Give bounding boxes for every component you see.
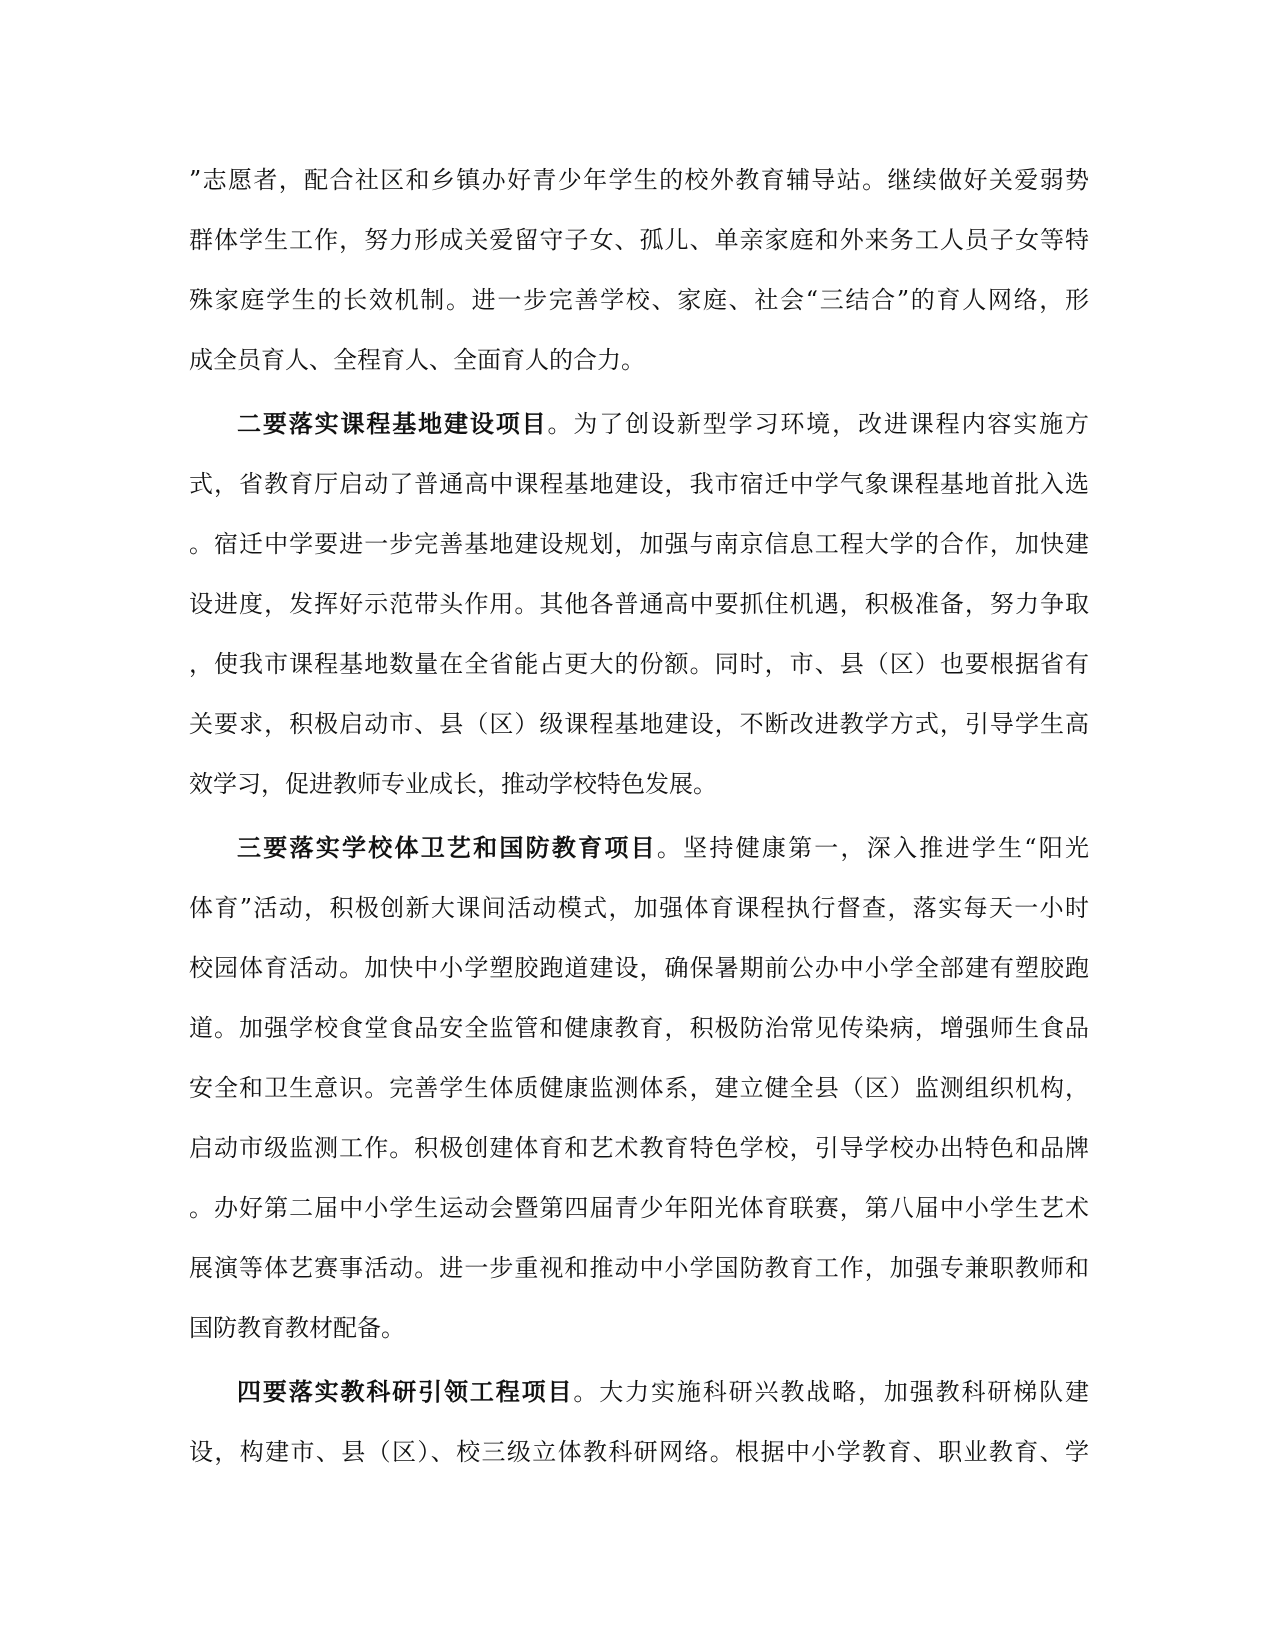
text-line: 道。加强学校食堂食品安全监管和健康教育，积极防治常见传染病，增强师生食品 <box>189 1014 1089 1042</box>
text-line: 国防教育教材配备。 <box>189 1314 405 1342</box>
section-heading: 四要落实教科研引领工程项目 <box>237 1377 574 1406</box>
text-line: ，使我市课程基地数量在全省能占更大的份额。同时，市、县（区）也要根据省有 <box>189 650 1089 678</box>
paragraph-2 <box>189 394 1089 814</box>
text-line: 校园体育活动。加快中小学塑胶跑道建设，确保暑期前公办中小学全部建有塑胶跑 <box>189 954 1089 982</box>
text-line: 式，省教育厅启动了普通高中课程基地建设，我市宿迁中学气象课程基地首批入选 <box>189 470 1089 498</box>
text-run: 。大力实施科研兴教战略，加强教科研梯队建 <box>573 1378 1089 1406</box>
document-body <box>189 150 1089 1486</box>
paragraph-1 <box>189 150 1089 390</box>
text-line: 设，构建市、县（区）、校三级立体教科研网络。根据中小学教育、职业教育、学 <box>189 1438 1089 1466</box>
text-line <box>189 394 1089 454</box>
text-run: 。为了创设新型学习环境，改进课程内容实施方 <box>547 410 1089 438</box>
text-line: 。宿迁中学要进一步完善基地建设规划，加强与南京信息工程大学的合作，加快建 <box>189 530 1089 558</box>
text-line: 体育”活动，积极创新大课间活动模式，加强体育课程执行督查，落实每天一小时 <box>189 894 1089 922</box>
paragraph-3 <box>189 818 1089 1358</box>
text-line: 启动市级监测工作。积极创建体育和艺术教育特色学校，引导学校办出特色和品牌 <box>189 1134 1089 1162</box>
section-heading: 三要落实学校体卫艺和国防教育项目 <box>237 833 657 862</box>
text-line: 殊家庭学生的长效机制。进一步完善学校、家庭、社会“三结合”的育人网络，形 <box>189 286 1089 314</box>
text-line: 群体学生工作，努力形成关爱留守子女、孤儿、单亲家庭和外来务工人员子女等特 <box>189 226 1089 254</box>
text-line: 效学习，促进教师专业成长，推动学校特色发展。 <box>189 770 717 798</box>
text-line: 设进度，发挥好示范带头作用。其他各普通高中要抓住机遇，积极准备，努力争取 <box>189 590 1089 618</box>
text-line: 成全员育人、全程育人、全面育人的合力。 <box>189 346 645 374</box>
paragraph-4 <box>189 1362 1089 1482</box>
text-line: ”志愿者，配合社区和乡镇办好青少年学生的校外教育辅导站。继续做好关爱弱势 <box>189 166 1089 194</box>
text-line <box>189 818 1089 878</box>
text-line: 展演等体艺赛事活动。进一步重视和推动中小学国防教育工作，加强专兼职教师和 <box>189 1254 1089 1282</box>
text-line: 安全和卫生意识。完善学生体质健康监测体系，建立健全县（区）监测组织机构， <box>189 1074 1089 1102</box>
section-heading: 二要落实课程基地建设项目 <box>237 409 548 438</box>
text-line: 关要求，积极启动市、县（区）级课程基地建设，不断改进教学方式，引导学生高 <box>189 710 1089 738</box>
text-line: 。办好第二届中小学生运动会暨第四届青少年阳光体育联赛，第八届中小学生艺术 <box>189 1194 1089 1222</box>
text-run: 。坚持健康第一，深入推进学生“阳光 <box>656 834 1089 862</box>
text-line <box>189 1362 1089 1422</box>
